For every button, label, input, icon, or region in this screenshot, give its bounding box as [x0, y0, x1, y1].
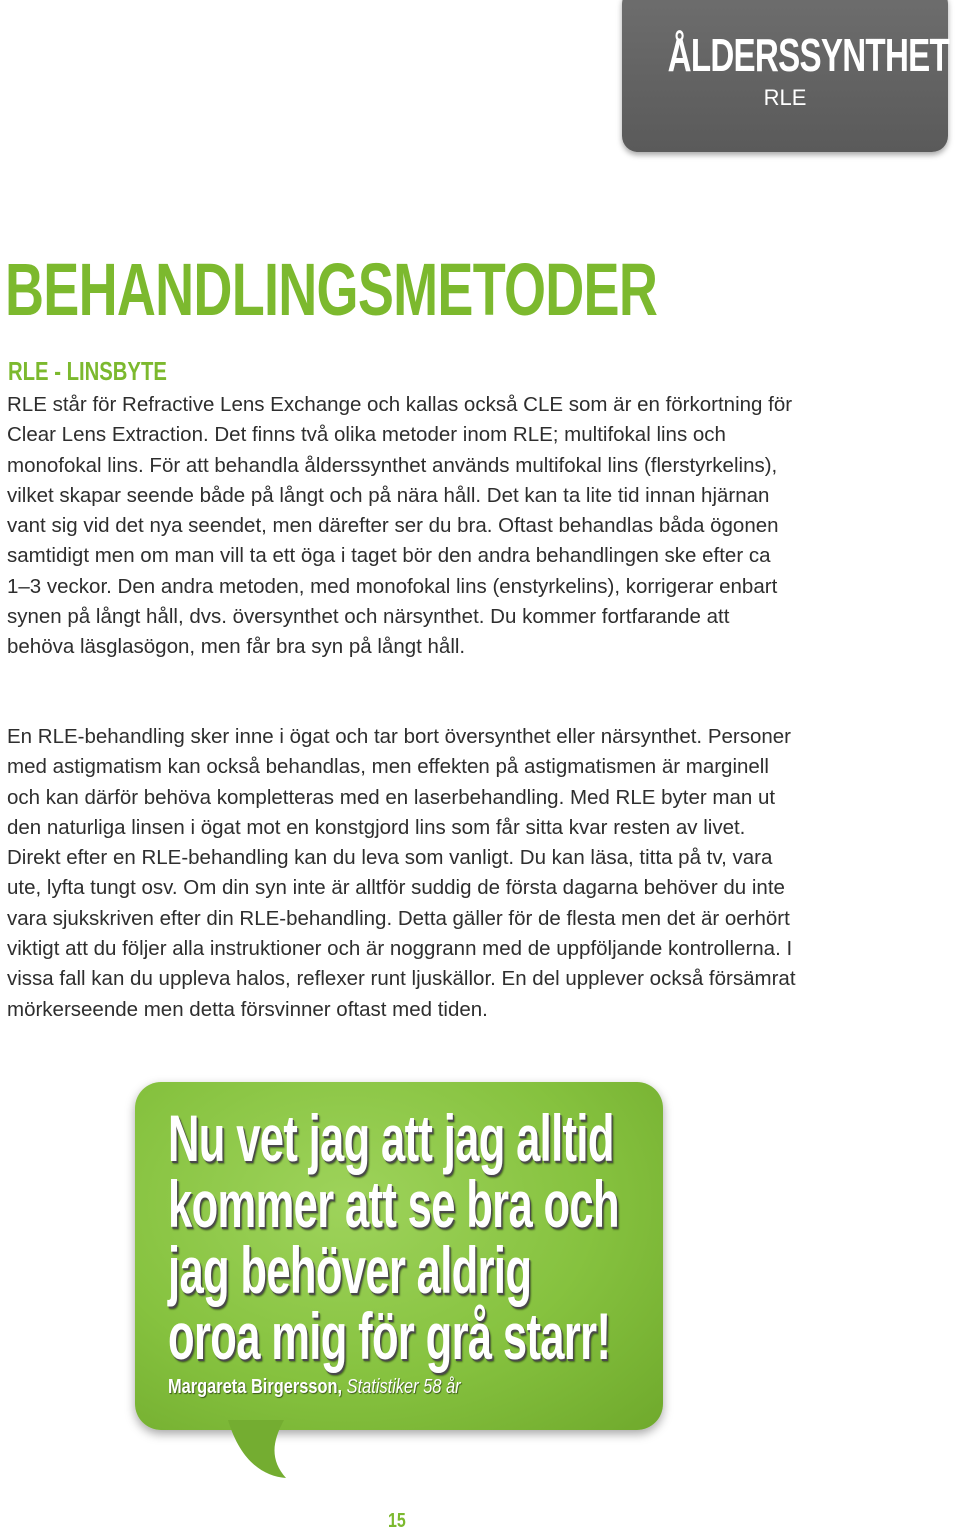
quote-line: Nu vet jag att jag alltid [168, 1101, 614, 1175]
page-number: 15 [388, 1510, 406, 1532]
testimonial-quote [168, 1101, 630, 1373]
attribution-name: Margareta Birgersson, [168, 1376, 343, 1398]
speech-bubble-tail [220, 1420, 310, 1482]
section-tab [622, 0, 948, 152]
attribution-role: Statistiker 58 år [346, 1376, 461, 1398]
body-paragraph-1: RLE står för Refractive Lens Exchange och kallas också CLE som är en förkortning för Clear Lens Extraction. Det finns två olika metoder inom RLE; multifokal lins och monofokal lins. För att behandla ålderssynthet används multifokal lins (flerstyrkelins), vilket skapar seende både på långt och på nära håll. Det kan ta lite tid innan hjärnan vant sig vid det nya seendet, men därefter ser du bra. Oftast behandlas båda ögonen samtidigt men om man vill ta ett öga i taget bör den andra behandlingen ske efter ca 1–3 veckor. Den andra metoden, med monofokal lins (enstyrkelins), korrigerar enbart synen på långt håll, dvs. översynthet och närsynthet. Du kommer fortfarande att behöva läsglasögon, men får bra syn på långt håll. [7, 393, 793, 659]
section-subtitle: RLE [763, 85, 807, 110]
quote-line: kommer att se bra och [168, 1167, 619, 1241]
page-title: BEHANDLINGSMETODER [5, 248, 658, 331]
quote-line: oroa mig för grå starr! [168, 1299, 611, 1373]
section-heading: RLE - LINSBYTE [8, 356, 167, 386]
quote-line: jag behöver aldrig [168, 1233, 532, 1307]
quote-attribution [168, 1376, 461, 1399]
section-title: ÅLDERSSYNTHET [667, 29, 950, 81]
body-paragraph-2: En RLE-behandling sker inne i ögat och tar bort översynthet eller närsynthet. Personer med astigmatism kan också behandlas, men effekten på astigmatismen är marginell och kan därför behöva kompletteras med en laserbehandling. Med RLE byter man ut den naturliga linsen i ögat mot en konstgjord lins som får sitta kvar resten av livet. Direkt efter en RLE-behandling kan du leva som vanligt. Du kan läsa, titta på tv, vara ute, lyfta tungt osv. Om din syn inte är alltför suddig de första dagarna behöver du inte vara sjukskriven efter din RLE-behandling. Detta gäller för de flesta men det är oerhört viktigt att du följer alla instruktioner och är noggrann med de uppföljande kontrollerna. I vissa fall kan du uppleva halos, reflexer runt ljuskällor. En del upplever också försämrat mörkerseende men detta försvinner oftast med tiden. [7, 725, 796, 1021]
